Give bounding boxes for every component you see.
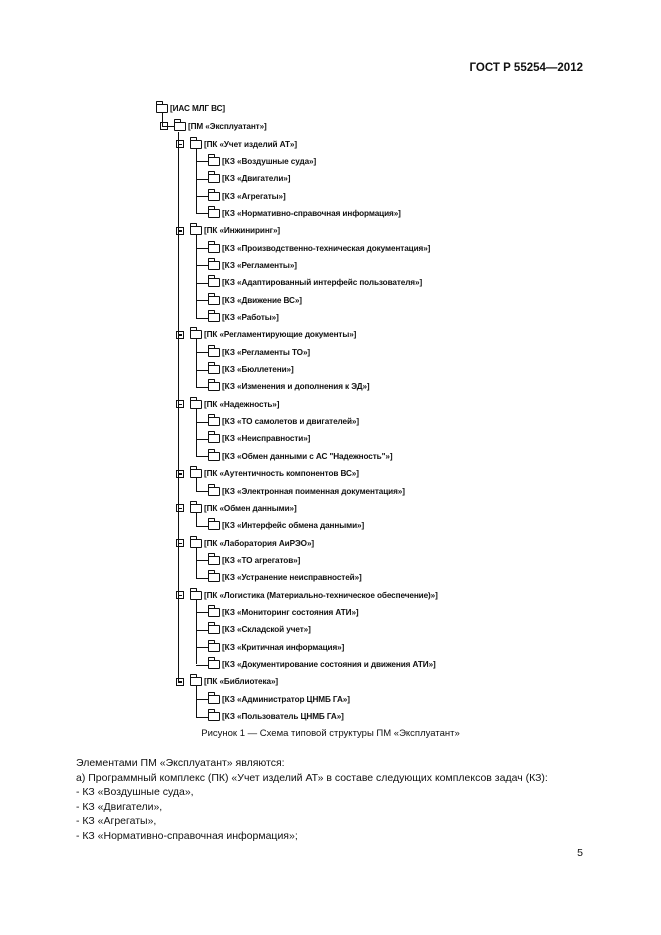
- folder-icon: [208, 296, 220, 305]
- body-line: а) Программный комплекс (ПК) «Учет изделий АТ» в составе следующих комплексов задач (КЗ):: [76, 771, 548, 784]
- folder-icon: [208, 625, 220, 634]
- tree-connector: [196, 352, 208, 353]
- tree-item-label: [КЗ «ТО агрегатов»]: [222, 555, 301, 565]
- tree-item-label: [КЗ «Документирование состояния и движения АТИ»]: [222, 660, 436, 669]
- tree-item[interactable]: [208, 240, 430, 256]
- tree-item[interactable]: [208, 292, 302, 308]
- tree-item-label: [КЗ «Производственно-техническая документация»]: [222, 243, 431, 253]
- tree-item-label: [КЗ «Интерфейс обмена данными»]: [222, 521, 365, 531]
- tree-group[interactable]: [190, 535, 314, 551]
- tree-item-label: [КЗ «Складской учет»]: [222, 625, 311, 635]
- tree-group[interactable]: [190, 500, 297, 516]
- tree-item[interactable]: [208, 448, 392, 464]
- tree-connector: [196, 248, 208, 249]
- tree-connector: [196, 408, 197, 456]
- tree-group-label: [ПК «Лаборатория АиРЭО»]: [204, 538, 315, 548]
- tree-item-label: [КЗ «Адаптированный интерфейс пользователя»]: [222, 278, 423, 288]
- folder-icon: [208, 209, 220, 218]
- tree-item-label: [КЗ «Обмен данными с АС "Надежность"»]: [222, 451, 393, 461]
- folder-icon: [208, 434, 220, 443]
- tree-item[interactable]: [208, 344, 310, 360]
- tree-group[interactable]: [190, 136, 297, 152]
- tree-connector: [166, 126, 174, 127]
- tree-item-label: [КЗ «Администратор ЦНМБ ГА»]: [222, 694, 350, 704]
- tree-group[interactable]: [190, 396, 279, 412]
- tree-group-label: [ПК «Надежность»]: [204, 399, 280, 409]
- folder-icon: [208, 157, 220, 166]
- tree-group-label: [ПК «Аутентичность компонентов ВС»]: [204, 469, 359, 479]
- tree-connector: [196, 599, 197, 664]
- folder-icon: [208, 192, 220, 201]
- tree-root-label: [ИАС МЛГ ВС]: [170, 103, 226, 113]
- tree-connector: [196, 456, 208, 457]
- tree-item-label: [КЗ «Неисправности»]: [222, 434, 311, 444]
- tree-item-label: [КЗ «ТО самолетов и двигателей»]: [222, 417, 359, 427]
- folder-icon: [208, 365, 220, 374]
- folder-icon: [208, 244, 220, 253]
- tree-item-label: [КЗ «Бюллетени»]: [222, 365, 294, 375]
- tree-group-label: [ПК «Обмен данными»]: [204, 503, 297, 513]
- folder-icon: [208, 573, 220, 582]
- tree-item[interactable]: [208, 153, 316, 169]
- tree-connector: [196, 339, 197, 387]
- tree-connector: [196, 161, 208, 162]
- tree-item[interactable]: [208, 691, 350, 707]
- folder-icon: [208, 556, 220, 565]
- document-code: ГОСТ Р 55254—2012: [469, 62, 583, 74]
- body-line: - КЗ «Агрегаты»,: [76, 815, 157, 827]
- tree-connector: [196, 686, 197, 717]
- tree-item[interactable]: [208, 310, 279, 326]
- tree-connector: [196, 422, 208, 423]
- folder-icon: [208, 261, 220, 270]
- tree-pm[interactable]: [174, 118, 267, 134]
- tree-item[interactable]: [208, 657, 436, 673]
- folder-icon: [208, 348, 220, 357]
- tree-connector: [196, 318, 208, 319]
- tree-connector: [196, 300, 208, 301]
- tree-item[interactable]: [208, 414, 359, 430]
- tree-connector: [196, 439, 208, 440]
- tree-item-label: [КЗ «Работы»]: [222, 313, 279, 322]
- tree-item[interactable]: [208, 570, 362, 586]
- tree-item[interactable]: [208, 188, 286, 204]
- tree-item-label: [КЗ «Регламенты ТО»]: [222, 347, 311, 357]
- body-line: - КЗ «Нормативно-справочная информация»;: [76, 829, 298, 842]
- tree-connector: [196, 491, 208, 492]
- tree-connector: [196, 478, 197, 491]
- tree-item-label: [КЗ «Воздушные суда»]: [222, 156, 317, 166]
- body-line: Элементами ПМ «Эксплуатант» являются:: [76, 757, 285, 769]
- folder-icon: [208, 521, 220, 530]
- tree-item-label: [КЗ «Регламенты»]: [222, 260, 297, 270]
- figure-caption: Рисунок 1 — Схема типовой структуры ПМ «Эксплуатант»: [201, 728, 460, 739]
- tree-item-label: [КЗ «Нормативно-справочная информация»]: [222, 208, 401, 218]
- folder-icon: [208, 608, 220, 617]
- tree-group[interactable]: [190, 466, 359, 482]
- tree-connector: [196, 630, 208, 631]
- folder-icon: [208, 382, 220, 391]
- tree-item-label: [КЗ «Критичная информация»]: [222, 642, 345, 652]
- tree-item[interactable]: [208, 275, 422, 291]
- tree-item[interactable]: [208, 431, 310, 447]
- tree-group[interactable]: [190, 327, 356, 343]
- tree-item[interactable]: [208, 604, 359, 620]
- tree-item-label: [КЗ «Агрегаты»]: [222, 191, 286, 201]
- body-line: - КЗ «Воздушные суда»,: [76, 786, 194, 798]
- tree-item[interactable]: [208, 518, 364, 534]
- tree-item-label: [КЗ «Мониторинг состояния АТИ»]: [222, 607, 359, 617]
- tree-group[interactable]: [190, 223, 280, 239]
- tree-connector: [196, 612, 208, 613]
- tree-group-label: [ПК «Библиотека»]: [204, 677, 279, 687]
- tree-connector: [196, 665, 208, 666]
- tree-item-label: [КЗ «Изменения и дополнения к ЭД»]: [222, 382, 370, 392]
- tree-item[interactable]: [208, 362, 294, 378]
- tree-connector: [196, 717, 208, 718]
- tree-item-label: [КЗ «Устранение неисправностей»]: [222, 573, 362, 583]
- folder-icon: [208, 712, 220, 721]
- tree-item[interactable]: [208, 622, 311, 638]
- tree-item[interactable]: [208, 483, 405, 499]
- body-text: [76, 756, 548, 843]
- tree-root[interactable]: [156, 100, 225, 116]
- folder-icon: [208, 660, 220, 669]
- tree-connector: [196, 196, 208, 197]
- tree-item[interactable]: [208, 379, 370, 395]
- folder-icon: [174, 122, 186, 131]
- tree-connector: [196, 578, 208, 579]
- tree-group-label: [ПК «Логистика (Материально-техническое обеспечение)»]: [204, 590, 438, 600]
- tree-pm-label: [ПМ «Эксплуатант»]: [188, 121, 267, 131]
- tree-connector: [196, 265, 208, 266]
- tree-connector: [196, 560, 208, 561]
- tree-item-label: [КЗ «Электронная поименная документация»]: [222, 486, 405, 496]
- tree-item-label: [КЗ «Движение ВС»]: [222, 295, 302, 305]
- tree-connector: [196, 647, 208, 648]
- tree-connector: [178, 132, 179, 682]
- tree-group[interactable]: [190, 587, 438, 603]
- folder-icon: [208, 452, 220, 461]
- tree-connector: [196, 148, 197, 213]
- tree-item[interactable]: [208, 205, 401, 221]
- tree-connector: [196, 699, 208, 700]
- folder-icon: [208, 278, 220, 287]
- tree-connector: [196, 179, 208, 180]
- tree-group-label: [ПК «Учет изделий АТ»]: [204, 139, 297, 149]
- tree-item[interactable]: [208, 171, 290, 187]
- tree-connector: [196, 283, 208, 284]
- tree-connector: [196, 213, 208, 214]
- tree-connector: [196, 547, 197, 578]
- folder-icon: [208, 174, 220, 183]
- folder-icon: [208, 643, 220, 652]
- tree-item[interactable]: [208, 709, 344, 725]
- tree-item[interactable]: [208, 552, 300, 568]
- tree-group-label: [ПК «Инжиниринг»]: [204, 226, 281, 236]
- tree-connector: [196, 370, 208, 371]
- folder-icon: [208, 313, 220, 322]
- tree-connector: [196, 387, 208, 388]
- tree-group[interactable]: [190, 674, 278, 690]
- tree-connector: [196, 512, 197, 525]
- tree-connector: [178, 682, 182, 683]
- page-number: 5: [577, 847, 583, 859]
- tree-item-label: [КЗ «Двигатели»]: [222, 174, 291, 184]
- folder-icon: [208, 487, 220, 496]
- tree-item-label: [КЗ «Пользователь ЦНМБ ГА»]: [222, 712, 344, 722]
- tree-item[interactable]: [208, 639, 344, 655]
- tree-group-label: [ПК «Регламентирующие документы»]: [204, 330, 357, 340]
- tree-connector: [196, 235, 197, 318]
- body-line: - КЗ «Двигатели»,: [76, 800, 163, 813]
- tree-connector: [162, 112, 163, 126]
- folder-icon: [208, 417, 220, 426]
- tree-item[interactable]: [208, 257, 297, 273]
- tree-connector: [196, 526, 208, 527]
- folder-icon: [208, 695, 220, 704]
